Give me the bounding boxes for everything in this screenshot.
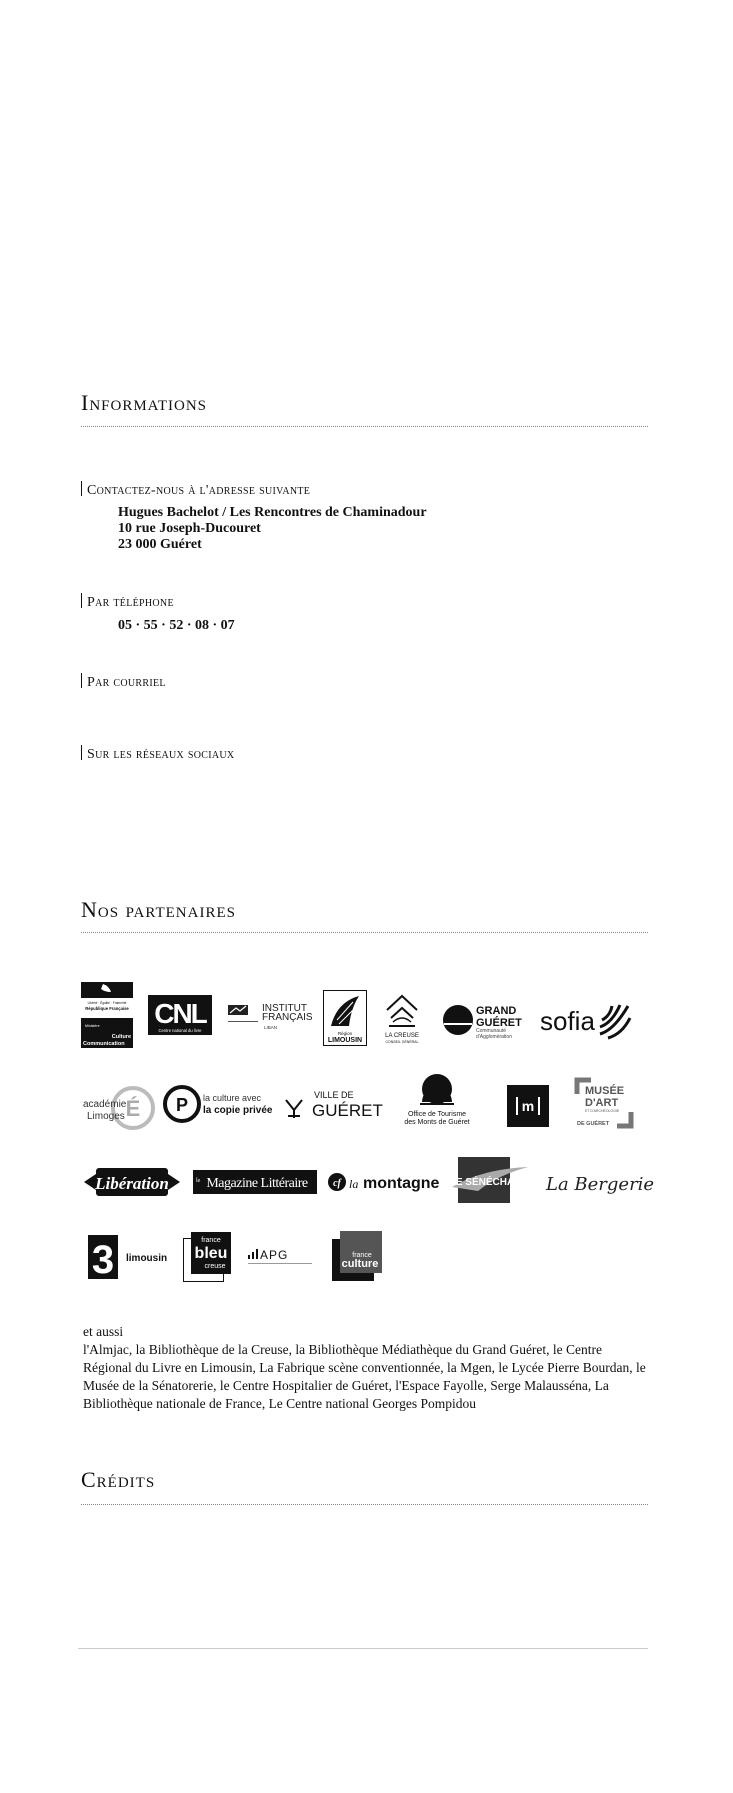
svg-text:Office de Tourisme: Office de Tourisme	[407, 1111, 467, 1118]
contact-address	[118, 505, 427, 553]
svg-text:P: P	[175, 1095, 189, 1115]
svg-text:LE SÉNÉCHAL: LE SÉNÉCHAL	[449, 1177, 521, 1188]
svg-text:la culture avec: la culture avec	[203, 1093, 262, 1103]
svg-text:m: m	[521, 1098, 535, 1114]
mail-label: Par courriel	[81, 673, 166, 691]
svg-text:Culture: Culture	[111, 1034, 131, 1040]
svg-text:LIMOUSIN: LIMOUSIN	[327, 1037, 363, 1044]
svg-text:République Française: République Française	[85, 1006, 129, 1011]
svg-text:académie: académie	[83, 1099, 127, 1110]
svg-text:la copie privée: la copie privée	[203, 1105, 273, 1116]
la-bergerie-logo[interactable]	[544, 1166, 655, 1200]
svg-text:limousin: limousin	[126, 1253, 168, 1264]
apg-logo[interactable]	[246, 1245, 318, 1269]
partenaires-title: Nos partenaires	[81, 897, 236, 922]
magazine-litteraire-logo[interactable]	[193, 1170, 317, 1194]
academie-limoges-logo[interactable]	[81, 1083, 153, 1133]
svg-text:d'Agglomération: d'Agglomération	[476, 1034, 512, 1040]
svg-text:APG: APG	[260, 1248, 289, 1262]
musee-art-gueret-logo[interactable]	[575, 1078, 633, 1128]
grand-gueret-logo[interactable]	[442, 1000, 526, 1040]
social-label: Sur les réseaux sociaux	[81, 745, 234, 763]
svg-text:Ministère: Ministère	[85, 1024, 100, 1028]
svg-text:Limoges: Limoges	[87, 1111, 125, 1122]
svg-text:LIBAN: LIBAN	[264, 1025, 278, 1030]
credits-title: Crédits	[81, 1467, 156, 1492]
footer-divider	[78, 1648, 648, 1649]
svg-text:Libération: Libération	[95, 1174, 169, 1193]
m-logo[interactable]	[507, 1085, 549, 1127]
svg-text:des Monts de Guéret: des Monts de Guéret	[404, 1119, 470, 1126]
contact-label: Contactez-nous à l'adresse suivante	[81, 481, 310, 499]
svg-text:É: É	[125, 1096, 141, 1121]
svg-text:la: la	[349, 1177, 359, 1191]
svg-text:LA CREUSE: LA CREUSE	[385, 1033, 419, 1039]
svg-text:france: france	[201, 1237, 221, 1244]
et-aussi-label: et aussi	[83, 1324, 124, 1339]
svg-text:Communication: Communication	[83, 1041, 125, 1047]
svg-text:cf: cf	[333, 1178, 341, 1189]
sofia-logo[interactable]	[538, 1000, 636, 1040]
svg-text:bleu: bleu	[194, 1245, 228, 1262]
svg-text:DE GUÉRET: DE GUÉRET	[577, 1121, 610, 1127]
republique-francaise-logo[interactable]	[81, 982, 133, 1048]
france-bleu-creuse-logo[interactable]	[183, 1232, 231, 1282]
svg-text:montagne: montagne	[363, 1175, 440, 1192]
svg-text:ET D'ARCHÉOLOGIE: ET D'ARCHÉOLOGIE	[585, 1109, 620, 1113]
svg-text:france: france	[352, 1252, 372, 1259]
svg-text:culture: culture	[341, 1258, 379, 1270]
ville-de-gueret-logo[interactable]	[282, 1086, 383, 1122]
svg-text:D'ART: D'ART	[585, 1097, 619, 1109]
informations-title: Informations	[81, 390, 208, 415]
svg-text:3: 3	[91, 1238, 115, 1282]
credits-divider	[81, 1504, 648, 1505]
copie-privee-logo[interactable]	[163, 1083, 277, 1125]
svg-text:le: le	[196, 1178, 201, 1184]
phone-label: Par téléphone	[81, 593, 174, 611]
informations-divider	[81, 426, 648, 427]
la-creuse-logo[interactable]	[383, 992, 421, 1044]
svg-text:VILLE DE: VILLE DE	[314, 1090, 354, 1100]
svg-text:creuse: creuse	[204, 1263, 226, 1270]
svg-text:Région: Région	[337, 1031, 353, 1036]
address-line: Hugues Bachelot / Les Rencontres de Chaminadour	[118, 505, 427, 520]
region-limousin-logo[interactable]	[323, 990, 367, 1046]
la-montagne-logo[interactable]	[327, 1168, 439, 1196]
autres-partenaires-text: l'Almjac, la Bibliothèque de la Creuse, la Bibliothèque Médiathèque du Grand Guéret, le Centre Régional du Livre en Limousin, La Fabrique scène conventionnée, la Mgen, le Lycée Pierre Bourdan, le Musée de la Sénatorerie, le Centre Hospitalier de Guéret, l'Espace Fayolle, Serge Malausséna, La Bibliothèque nationale de France, Le Centre national Georges Pompidou	[83, 1342, 646, 1411]
svg-text:MUSÉE: MUSÉE	[585, 1085, 625, 1097]
address-line: 23 000 Guéret	[118, 537, 202, 552]
svg-text:INSTITUT: INSTITUT	[262, 1003, 307, 1014]
svg-text:Magazine Littéraire: Magazine Littéraire	[206, 1176, 308, 1191]
liberation-logo[interactable]	[84, 1164, 180, 1200]
france3-limousin-logo[interactable]	[88, 1233, 176, 1281]
address-line: 10 rue Joseph-Ducouret	[118, 521, 261, 536]
svg-text:Liberté · Égalité · Fraternité: Liberté · Égalité · Fraternité	[87, 1001, 127, 1005]
svg-text:CNL: CNL	[154, 998, 206, 1029]
le-senechal-logo[interactable]	[449, 1155, 528, 1205]
phone-number[interactable]: 05 · 55 · 52 · 08 · 07	[118, 618, 235, 633]
autres-partenaires	[83, 1323, 653, 1413]
svg-text:GUÉRET: GUÉRET	[476, 1017, 522, 1029]
france-culture-logo[interactable]	[332, 1231, 382, 1281]
office-tourisme-logo[interactable]	[394, 1072, 480, 1128]
svg-text:CONSEIL GÉNÉRAL: CONSEIL GÉNÉRAL	[385, 1040, 419, 1044]
svg-text:GUÉRET: GUÉRET	[312, 1101, 383, 1120]
svg-text:FRANÇAIS: FRANÇAIS	[262, 1012, 313, 1023]
svg-text:GRAND: GRAND	[476, 1005, 517, 1017]
svg-text:La Bergerie: La Bergerie	[546, 1174, 655, 1195]
svg-text:Centre national du livre: Centre national du livre	[158, 1028, 202, 1033]
cnl-logo[interactable]	[148, 995, 212, 1035]
institut-francais-logo[interactable]	[228, 1001, 312, 1031]
svg-text:Communauté: Communauté	[476, 1028, 507, 1034]
partenaires-divider	[81, 932, 648, 933]
svg-text:sofia: sofia	[540, 1006, 595, 1036]
